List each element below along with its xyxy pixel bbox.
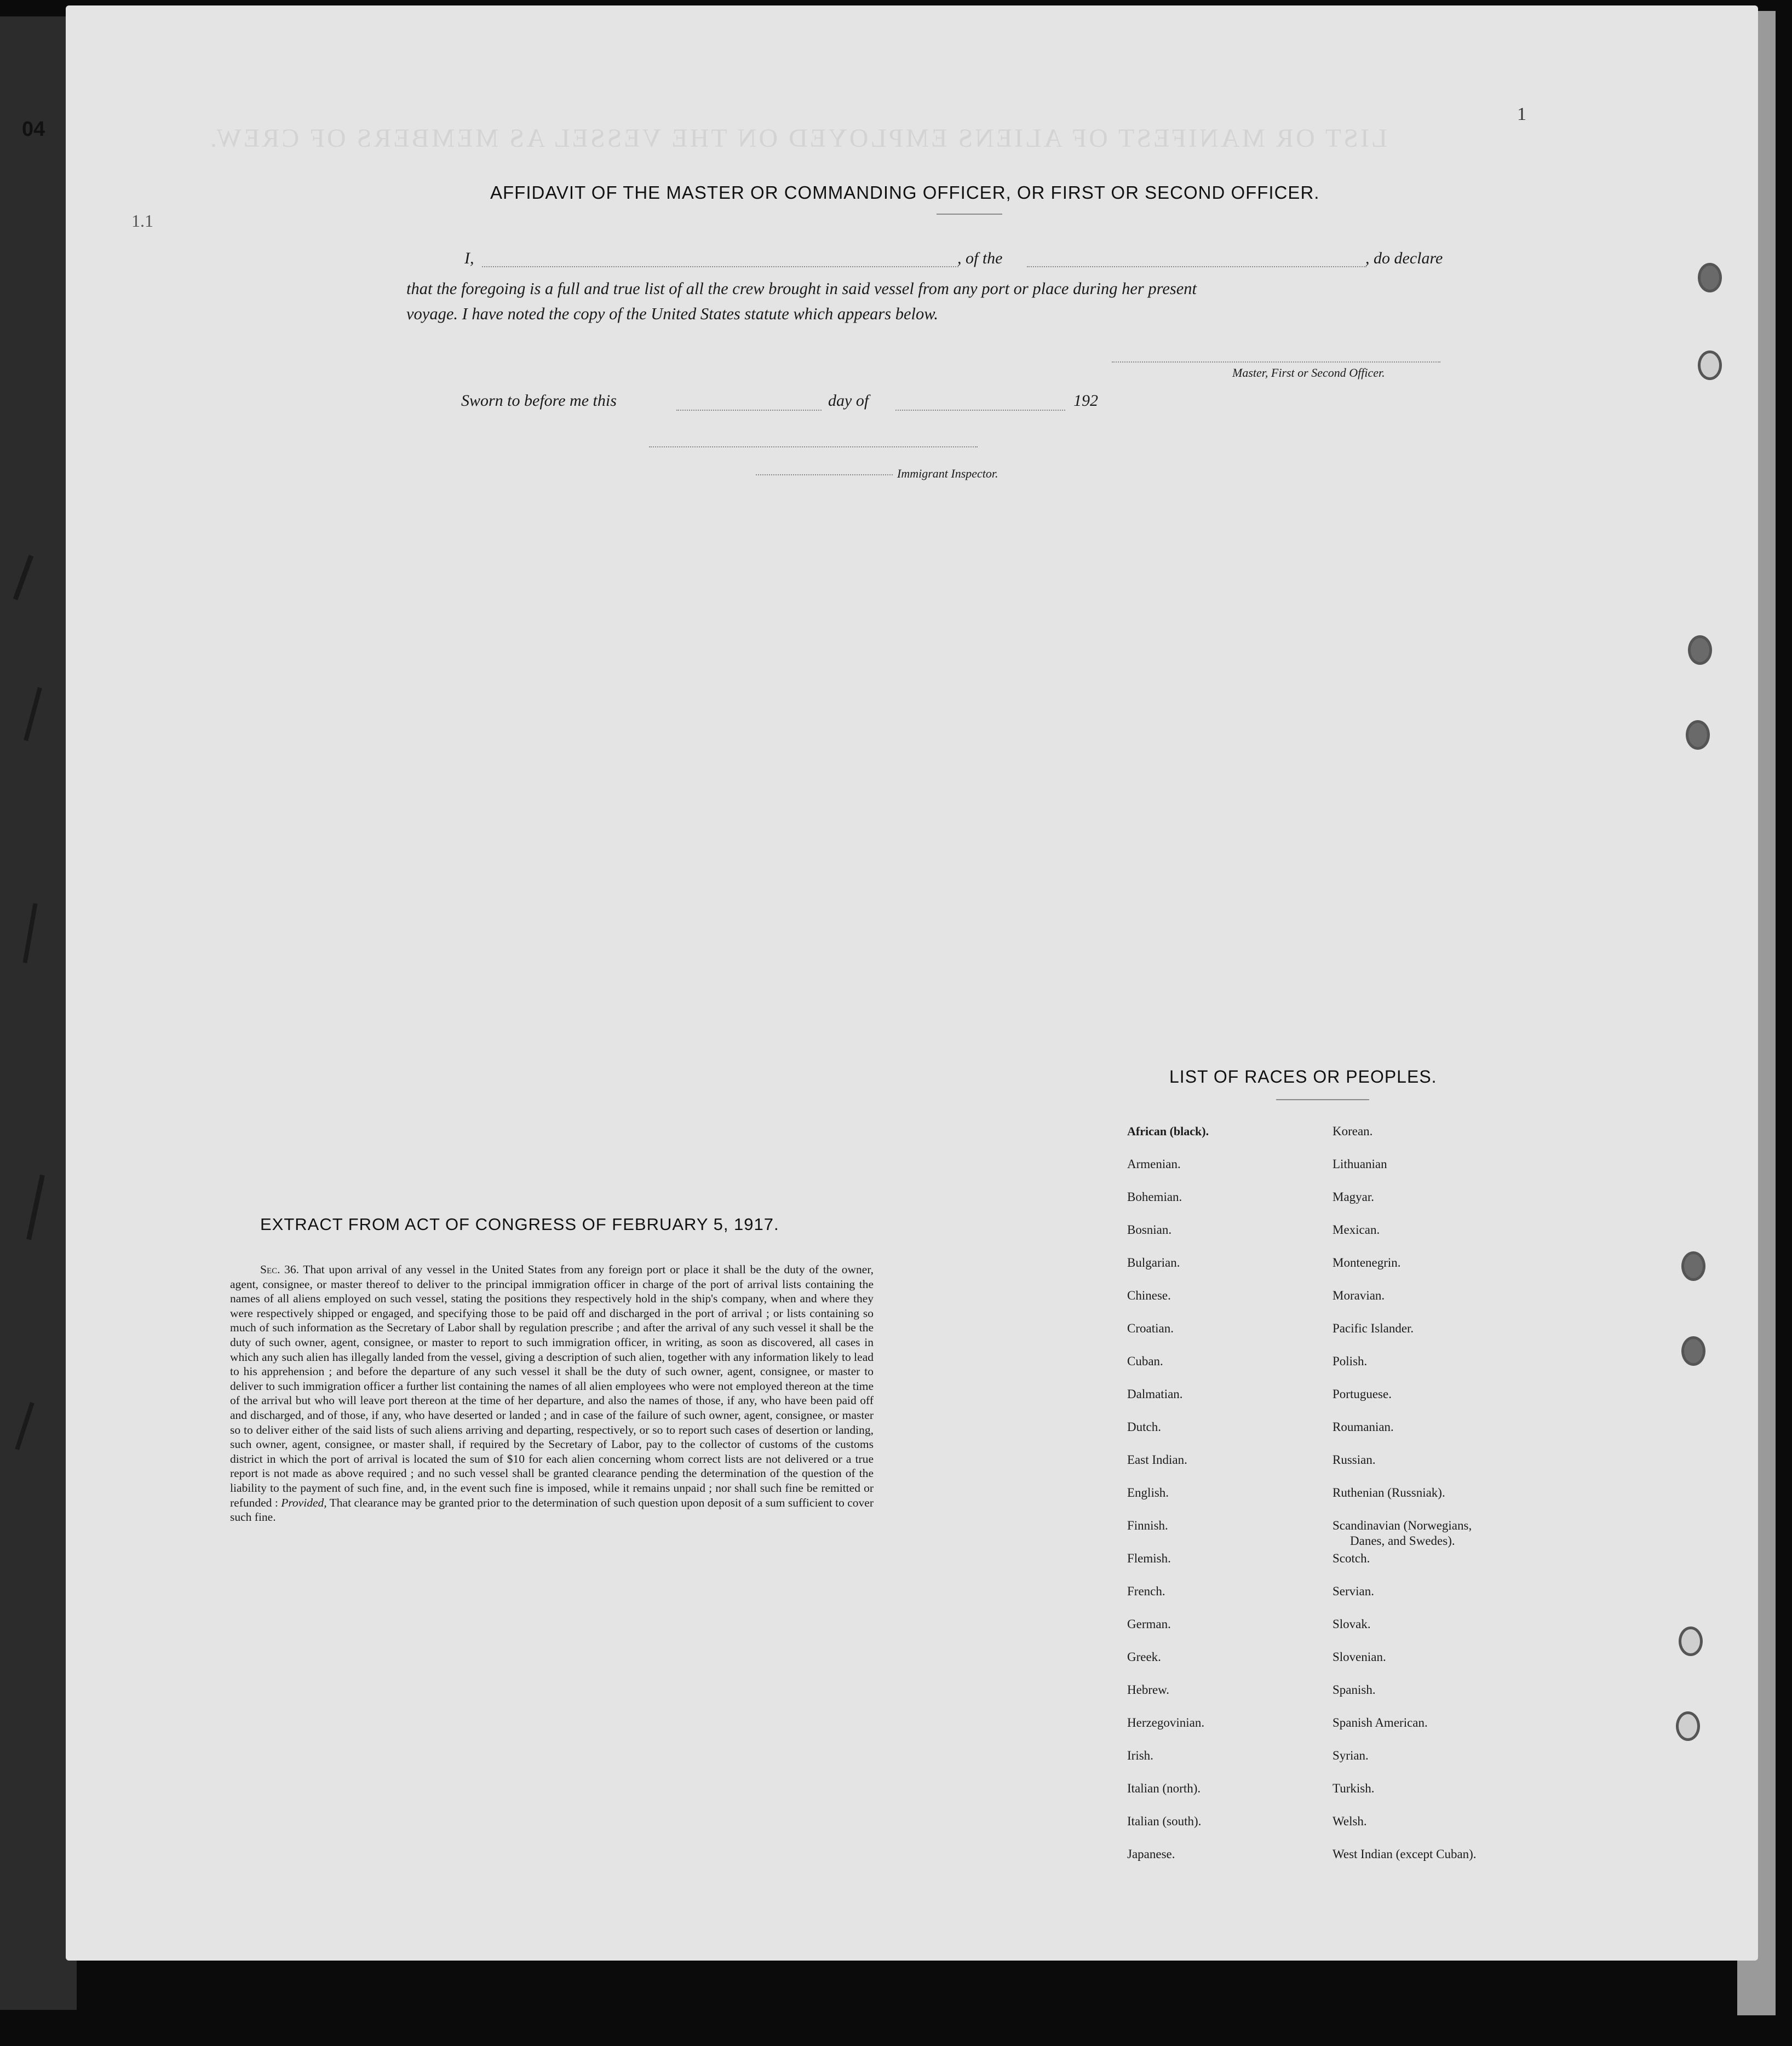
- race-right: Korean.: [1332, 1124, 1373, 1138]
- race-left: German.: [1127, 1617, 1171, 1631]
- race-right: West Indian (except Cuban).: [1332, 1847, 1477, 1861]
- race-left: French.: [1127, 1584, 1165, 1598]
- sworn-month-field[interactable]: [895, 410, 1065, 411]
- race-right: Slovak.: [1332, 1617, 1371, 1631]
- binder-hole: [1679, 1627, 1703, 1656]
- race-left: Chinese.: [1127, 1289, 1171, 1302]
- affidavit-do-declare-label: , do declare: [1365, 249, 1443, 267]
- title-divider: [937, 214, 1002, 215]
- race-left: Croatian.: [1127, 1321, 1174, 1335]
- master-signature-label: Master, First or Second Officer.: [1232, 366, 1385, 380]
- race-left: Herzegovinian.: [1127, 1716, 1205, 1729]
- races-title: LIST OF RACES OR PEOPLES.: [1169, 1067, 1437, 1087]
- left-margin-number: 04: [22, 118, 45, 141]
- inspector-signature-field[interactable]: [649, 446, 978, 447]
- race-right: Turkish.: [1332, 1781, 1375, 1795]
- race-left: African (black).: [1127, 1124, 1209, 1138]
- affidavit-i-label: I,: [464, 249, 474, 267]
- race-left: English.: [1127, 1486, 1169, 1499]
- affidavit-line-2: voyage. I have noted the copy of the United States statute which appears below.: [406, 304, 938, 323]
- binder-hole: [1686, 720, 1710, 750]
- race-right: Montenegrin.: [1332, 1256, 1401, 1269]
- race-right: Syrian.: [1332, 1749, 1369, 1762]
- day-of-label: day of: [828, 392, 869, 410]
- race-left: Finnish.: [1127, 1519, 1168, 1532]
- race-right: Servian.: [1332, 1584, 1375, 1598]
- race-left: Japanese.: [1127, 1847, 1175, 1861]
- race-left: Bosnian.: [1127, 1223, 1172, 1237]
- race-right: Slovenian.: [1332, 1650, 1386, 1664]
- master-name-field[interactable]: [482, 266, 958, 267]
- race-left: Greek.: [1127, 1650, 1161, 1664]
- race-right: Lithuanian: [1332, 1157, 1387, 1171]
- race-left: Dutch.: [1127, 1420, 1161, 1434]
- race-right: Pacific Islander.: [1332, 1321, 1414, 1335]
- binder-hole: [1681, 1251, 1705, 1281]
- binder-hole: [1681, 1336, 1705, 1366]
- binder-hole: [1676, 1711, 1700, 1741]
- vessel-name-field[interactable]: [1027, 266, 1366, 267]
- section-text-end: That clearance may be granted prior to the determination of such question upon deposit of a sum sufficient to cover such fine.: [230, 1496, 874, 1524]
- race-right-continuation: Danes, and Swedes).: [1350, 1534, 1455, 1548]
- race-left: Flemish.: [1127, 1551, 1171, 1565]
- affidavit-of-the-label: , of the: [957, 249, 1003, 267]
- race-right: Spanish.: [1332, 1683, 1376, 1697]
- inspector-label: Immigrant Inspector.: [897, 467, 998, 480]
- binder-hole: [1698, 263, 1722, 292]
- section-label: Sec. 36.: [260, 1263, 300, 1276]
- race-left: Bulgarian.: [1127, 1256, 1180, 1269]
- corner-page-mark: 1: [1517, 104, 1526, 124]
- race-right: Magyar.: [1332, 1190, 1375, 1204]
- race-right: Roumanian.: [1332, 1420, 1394, 1434]
- race-left: Italian (south).: [1127, 1814, 1202, 1828]
- year-label: 192: [1073, 392, 1098, 410]
- extract-section-36: [230, 1262, 874, 1525]
- race-right: Portuguese.: [1332, 1387, 1392, 1401]
- affidavit-title: AFFIDAVIT OF THE MASTER OR COMMANDING OFFICER, OR FIRST OR SECOND OFFICER.: [490, 182, 1320, 203]
- race-right: Welsh.: [1332, 1814, 1367, 1828]
- race-left: Armenian.: [1127, 1157, 1181, 1171]
- binder-hole: [1688, 635, 1712, 665]
- race-right: Spanish American.: [1332, 1716, 1428, 1729]
- race-right: Scandinavian (Norwegians,: [1332, 1519, 1472, 1532]
- races-title-divider: [1276, 1099, 1369, 1100]
- race-right: Scotch.: [1332, 1551, 1370, 1565]
- race-right: Moravian.: [1332, 1289, 1385, 1302]
- affidavit-line-1: that the foregoing is a full and true list of all the crew brought in said vessel from any port or place during her present: [406, 279, 1197, 298]
- sworn-label: Sworn to before me this: [461, 392, 617, 410]
- master-signature-field[interactable]: [1112, 361, 1440, 363]
- left-margin-small-mark: 1.1: [131, 211, 153, 231]
- section-text: That upon arrival of any vessel in the United States from any foreign port or place it shall be the duty of the owner, agent, consignee, or master thereof to deliver to the principal immigration officer in charge of the port of arrival lists containing the names of all aliens employed on such vessel, stating the positions they respectively hold in the ship's company, when and where they were respectively shipped or engaged, and specifying those to be paid off and discharged in the port of arrival ; or lists containing so much of such information as the Secretary of Labor shall by regulation prescribe ; and after the arrival of any such vessel it shall be the duty of such owner, agent, consignee, or master to report to such immigration officer, in writing, as soon as discovered, all cases in which any such alien has illegally landed from the vessel, giving a description of such alien, together with any information likely to lead to his apprehension ; and before the departure of any such vessel it shall be the duty of such owner, agent, consignee, or master to deliver to such immigration officer a further list containing the names of all alien employees who were not employed thereon at the time of the arrival but who will leave port thereon at the time of her departure, and also the names of those, if any, who have been paid off and discharged, and of those, if any, who have deserted or landed ; and in case of the failure of such owner, agent, consignee, or master so to deliver either of the said lists of such aliens arriving and departing, respectively, or so to report such cases of desertion or landing, such owner, agent, consignee, or master shall, if required by the Secretary of Labor, pay to the collector of customs of the customs district in which the port of arrival is located the sum of $10 for each alien concerning whom correct lists are not delivered or a true report is not made as above required ; and no such vessel shall be granted clearance pending the determination of the question of the liability to the payment of such fine, and, in the event such fine is imposed, while it remains unpaid ; nor shall such fine be remitted or refunded :: [230, 1263, 874, 1509]
- race-left: Dalmatian.: [1127, 1387, 1183, 1401]
- manifest-page: [66, 5, 1758, 1961]
- race-left: East Indian.: [1127, 1453, 1187, 1467]
- provided-label: Provided,: [281, 1496, 327, 1509]
- sworn-day-field[interactable]: [676, 410, 822, 411]
- race-right: Russian.: [1332, 1453, 1376, 1467]
- race-right: Ruthenian (Russniak).: [1332, 1486, 1445, 1499]
- binder-hole: [1698, 350, 1722, 380]
- bleed-through-header: LIST OR MANIFEST OF ALIENS EMPLOYED ON THE VESSEL AS MEMBERS OF CREW.: [208, 124, 1388, 153]
- race-right: Polish.: [1332, 1354, 1368, 1368]
- race-left: Italian (north).: [1127, 1781, 1201, 1795]
- page-stack-left-edge: [0, 16, 77, 2010]
- race-left: Cuban.: [1127, 1354, 1163, 1368]
- extract-title: EXTRACT FROM ACT OF CONGRESS OF FEBRUARY 5, 1917.: [260, 1215, 779, 1234]
- race-left: Irish.: [1127, 1749, 1153, 1762]
- inspector-signature-field-short[interactable]: [756, 474, 893, 475]
- race-left: Bohemian.: [1127, 1190, 1182, 1204]
- race-left: Hebrew.: [1127, 1683, 1170, 1697]
- race-right: Mexican.: [1332, 1223, 1380, 1237]
